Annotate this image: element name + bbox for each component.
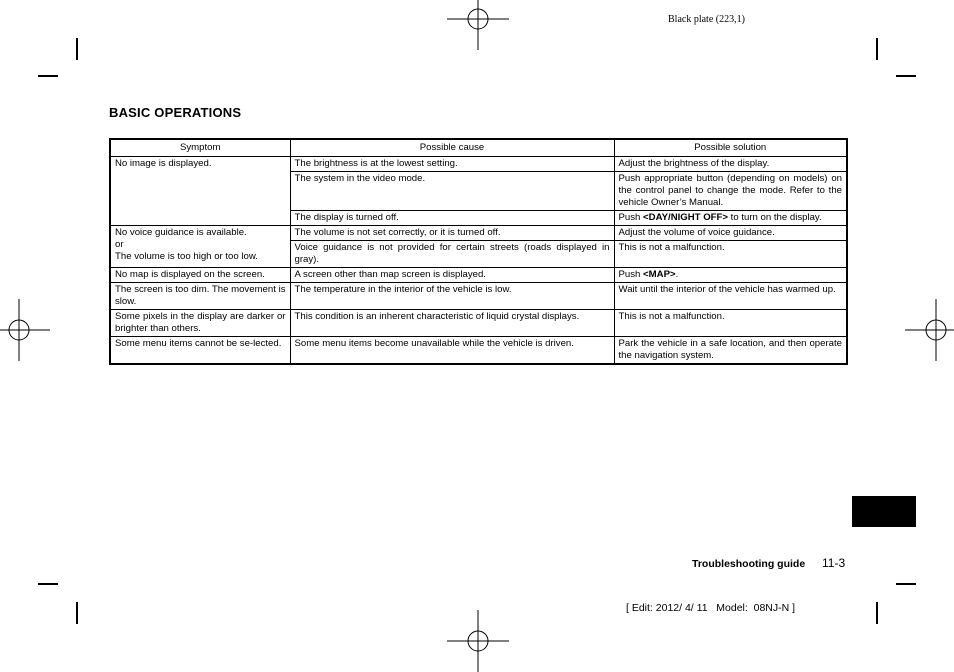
solution-cell: This is not a malfunction. [614, 310, 847, 337]
footer-section-label: Troubleshooting guide [692, 558, 806, 570]
symptom-cell: No map is displayed on the screen. [110, 268, 290, 283]
crop-mark [76, 602, 78, 624]
table-row [110, 268, 847, 283]
table-row [110, 157, 847, 172]
symptom-cell: Some pixels in the display are darker or brighter than others. [110, 310, 290, 337]
column-header-symptom: Symptom [110, 139, 290, 157]
cause-cell: The brightness is at the lowest setting. [290, 157, 614, 172]
cause-cell: The display is turned off. [290, 211, 614, 226]
registration-mark-icon [447, 0, 509, 50]
symptom-cell [110, 226, 290, 268]
solution-cell: Adjust the volume of voice guidance. [614, 226, 847, 241]
crop-mark [876, 602, 878, 624]
solution-cell: Adjust the brightness of the display. [614, 157, 847, 172]
registration-mark-icon [905, 299, 954, 361]
cause-cell: This condition is an inherent characteristic of liquid crystal displays. [290, 310, 614, 337]
map-key: <MAP> [643, 269, 676, 280]
table-header-row [110, 139, 847, 157]
cause-cell: The temperature in the interior of the vehicle is low. [290, 283, 614, 310]
cause-cell: The system in the video mode. [290, 172, 614, 211]
symptom-line: The volume is too high or too low. [115, 251, 258, 262]
crop-mark [38, 583, 58, 585]
table-row [110, 337, 847, 365]
solution-cell: Park the vehicle in a safe location, and then operate the navigation system. [614, 337, 847, 365]
troubleshooting-table [109, 138, 848, 365]
solution-cell: This is not a malfunction. [614, 241, 847, 268]
cause-cell: Voice guidance is not provided for certain streets (roads displayed in gray). [290, 241, 614, 268]
solution-text: to turn on the display. [728, 212, 822, 223]
crop-mark [76, 38, 78, 60]
symptom-line: or [115, 239, 124, 250]
symptom-cell: Some menu items cannot be se-lected. [110, 337, 290, 365]
day-night-off-key: <DAY/NIGHT OFF> [643, 212, 728, 223]
registration-mark-icon [447, 610, 509, 672]
solution-cell [614, 268, 847, 283]
solution-text: Push [618, 212, 644, 223]
solution-cell: Push appropriate button (depending on models) on the control panel to change the mode. Refer to the vehicle Owner’s Manual. [614, 172, 847, 211]
chapter-tab [852, 496, 916, 527]
column-header-solution: Possible solution [614, 139, 847, 157]
plate-label: Black plate (223,1) [668, 14, 745, 25]
crop-mark [896, 75, 916, 77]
solution-cell: Wait until the interior of the vehicle has warmed up. [614, 283, 847, 310]
table-row [110, 226, 847, 241]
symptom-cell: The screen is too dim. The movement is slow. [110, 283, 290, 310]
solution-text: . [675, 269, 679, 280]
table-row [110, 310, 847, 337]
column-header-cause: Possible cause [290, 139, 614, 157]
edit-info: [ Edit: 2012/ 4/ 11 Model: 08NJ-N ] [626, 602, 796, 614]
cause-cell: Some menu items become unavailable while the vehicle is driven. [290, 337, 614, 365]
cause-cell: The volume is not set correctly, or it is turned off. [290, 226, 614, 241]
cause-cell: A screen other than map screen is displayed. [290, 268, 614, 283]
symptom-cell: No image is displayed. [110, 157, 290, 226]
crop-mark [896, 583, 916, 585]
crop-mark [876, 38, 878, 60]
section-title: BASIC OPERATIONS [109, 105, 242, 120]
page-number: 11-3 [822, 556, 846, 570]
registration-mark-icon [0, 299, 50, 361]
symptom-line: No voice guidance is available. [115, 227, 247, 238]
solution-text: Push [618, 269, 644, 280]
crop-mark [38, 75, 58, 77]
solution-cell [614, 211, 847, 226]
table-row [110, 283, 847, 310]
